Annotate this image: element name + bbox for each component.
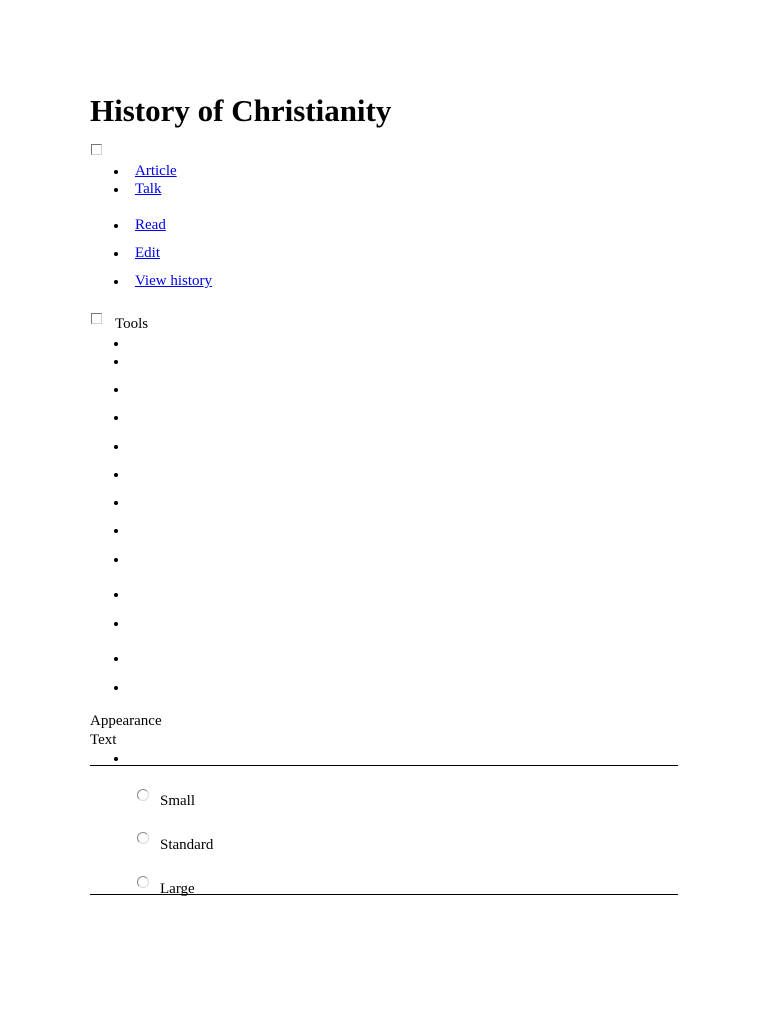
tab-talk[interactable]: Talk xyxy=(135,181,162,197)
list-bullet xyxy=(114,757,118,761)
list-bullet xyxy=(114,280,118,284)
list-bullet xyxy=(114,188,118,192)
tools-label[interactable]: Tools xyxy=(115,316,149,332)
tools-list-item xyxy=(114,416,118,420)
text-size-large-radio[interactable] xyxy=(137,876,149,888)
tab-article[interactable]: Article xyxy=(135,163,177,179)
tools-list-item xyxy=(114,501,118,505)
tools-list-item xyxy=(114,473,118,477)
tools-list-item xyxy=(114,657,118,661)
tab-edit[interactable]: Edit xyxy=(135,245,160,261)
tools-list-item xyxy=(114,622,118,626)
tools-list-item xyxy=(114,360,118,364)
text-size-standard-label[interactable]: Standard xyxy=(160,837,214,853)
tools-list-item xyxy=(114,388,118,392)
divider-bottom xyxy=(90,894,678,895)
tools-menu-checkbox[interactable] xyxy=(91,313,102,324)
list-bullet xyxy=(114,252,118,256)
list-bullet xyxy=(114,224,118,228)
text-size-standard-radio[interactable] xyxy=(137,832,149,844)
list-bullet xyxy=(114,170,118,174)
text-size-small-radio[interactable] xyxy=(137,789,149,801)
tools-list-item xyxy=(114,529,118,533)
tools-list-item xyxy=(114,558,118,562)
tab-read[interactable]: Read xyxy=(135,217,166,233)
tools-list-item xyxy=(114,445,118,449)
tools-list-item xyxy=(114,342,118,346)
text-size-small-label[interactable]: Small xyxy=(160,793,196,809)
tools-list-item xyxy=(114,686,118,690)
text-size-label: Text xyxy=(90,732,117,748)
namespaces-menu-checkbox[interactable] xyxy=(91,144,102,155)
text-size-large-label[interactable]: Large xyxy=(160,881,195,897)
divider-top xyxy=(90,765,678,766)
appearance-heading: Appearance xyxy=(90,713,162,729)
page-title: History of Christianity xyxy=(90,93,392,128)
tools-list-item xyxy=(114,593,118,597)
tab-view-history[interactable]: View history xyxy=(135,273,213,289)
